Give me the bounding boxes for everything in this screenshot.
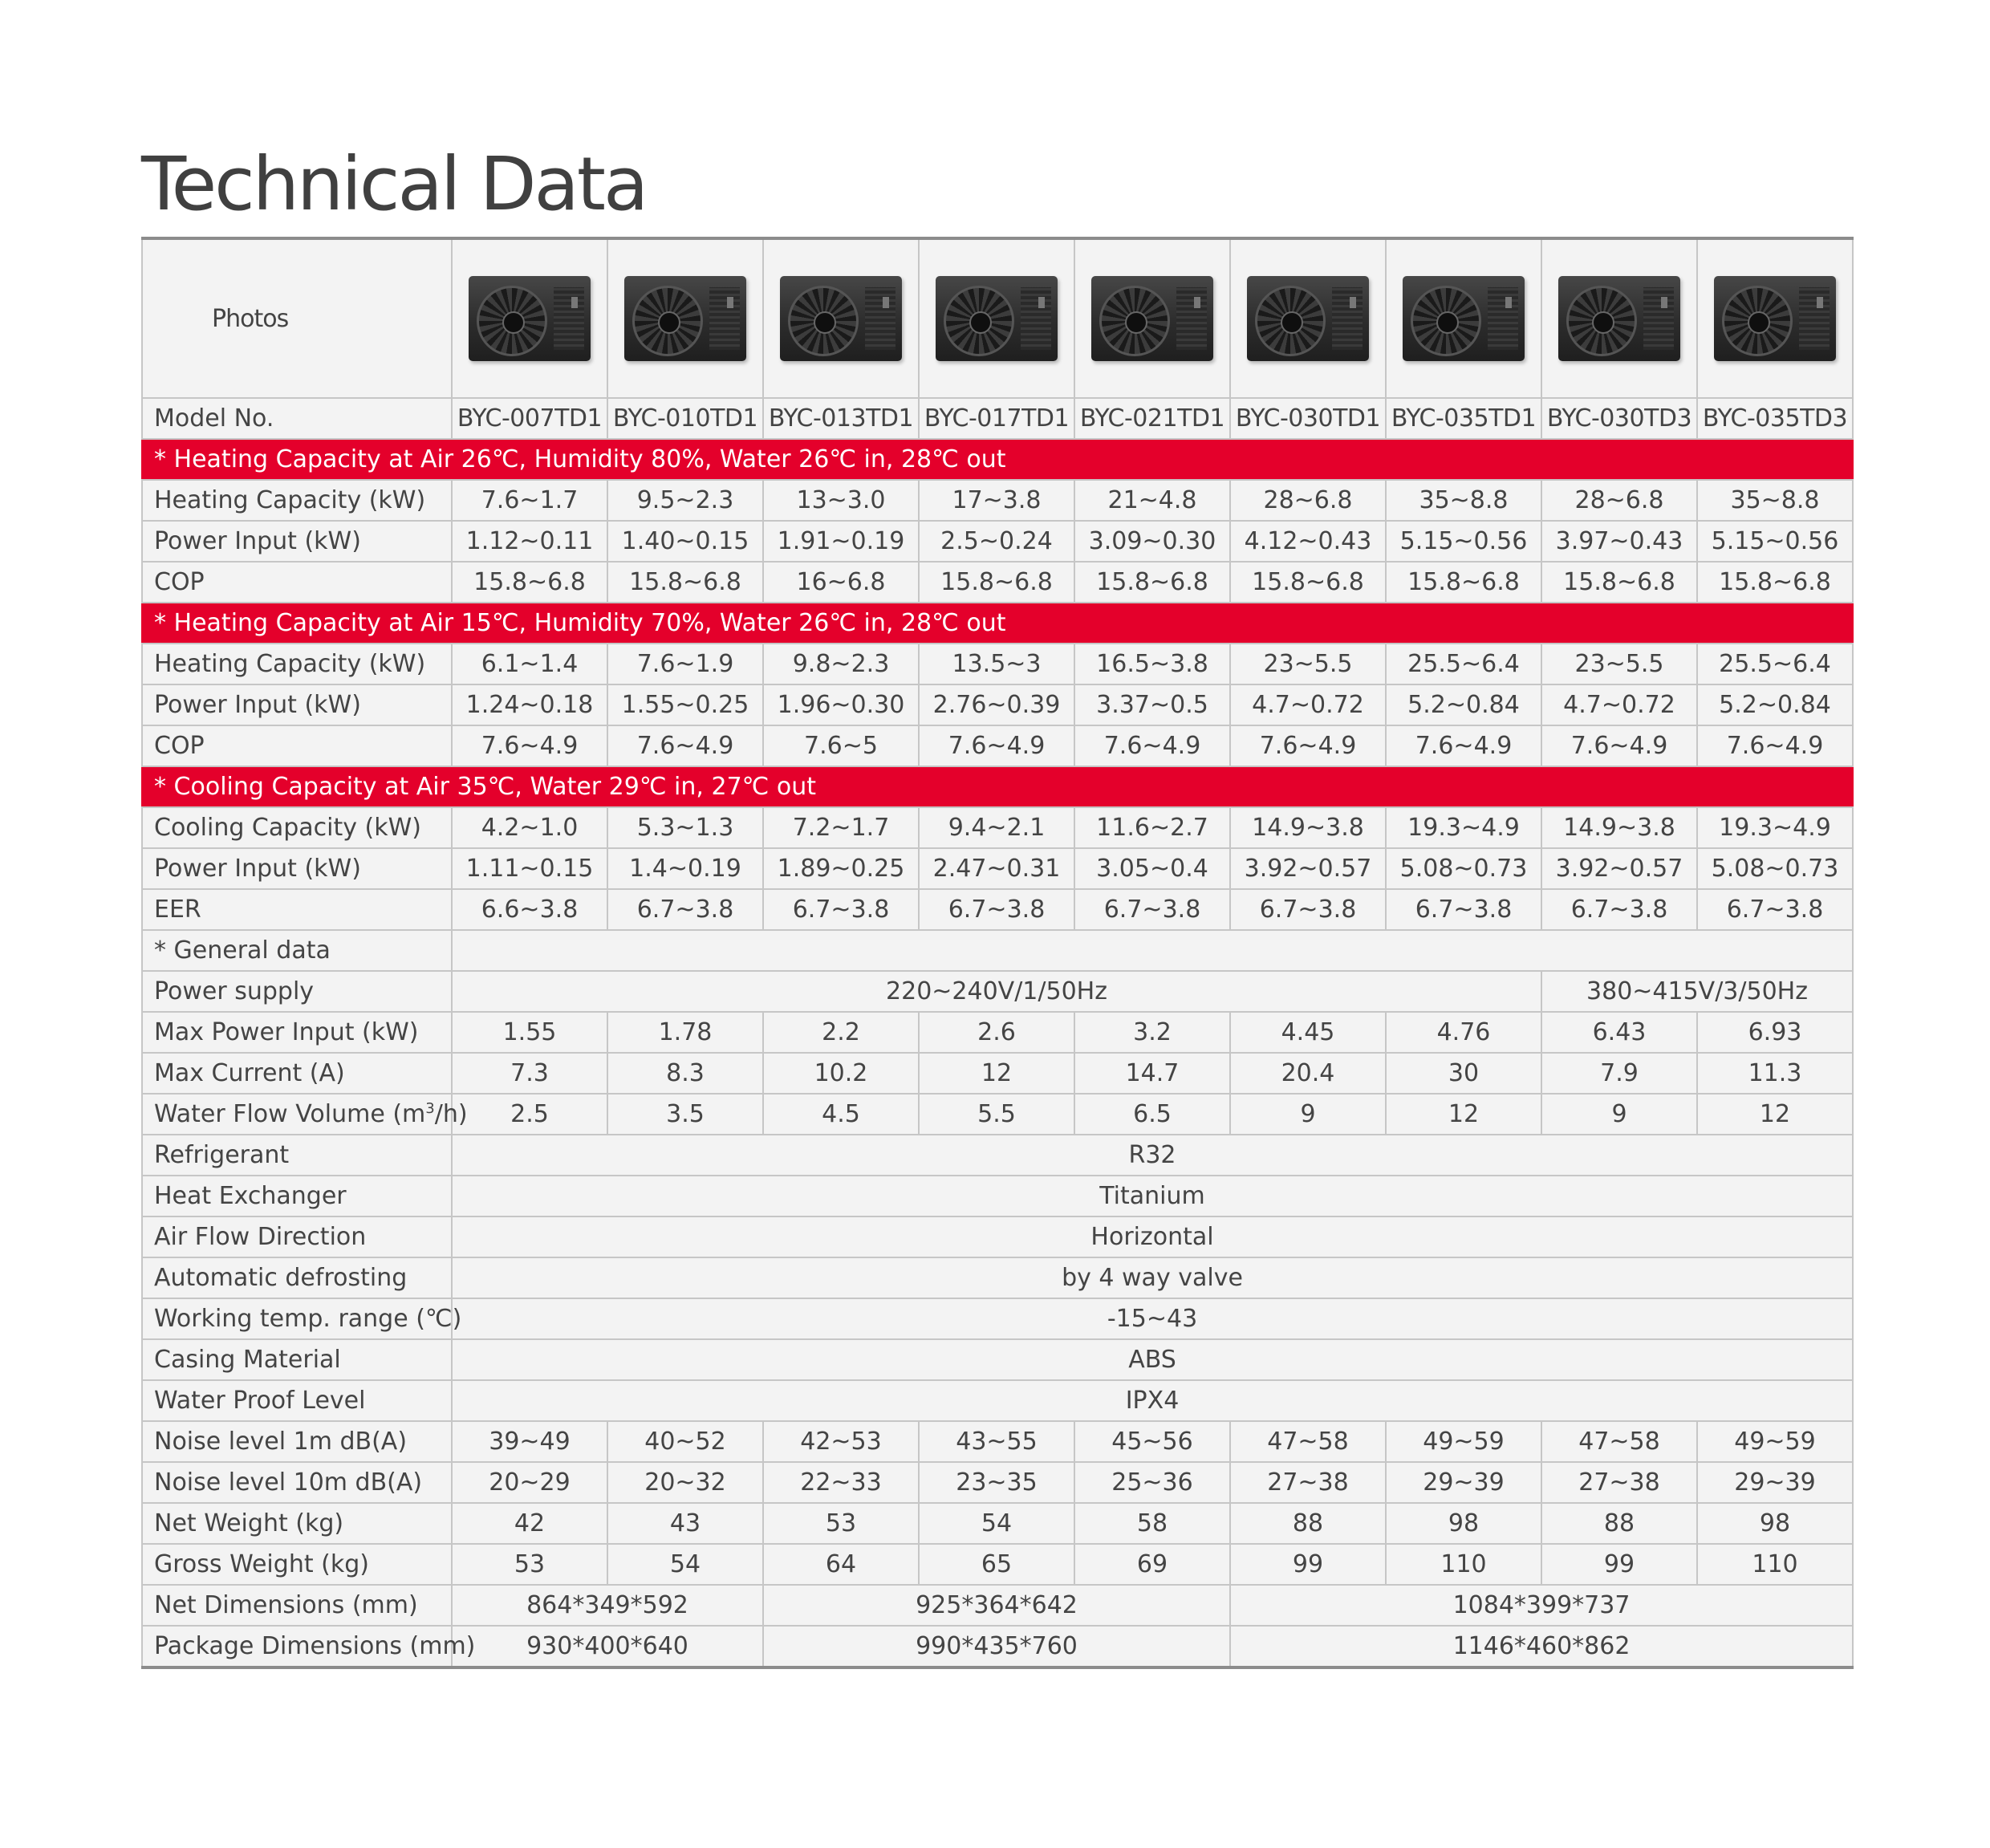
row-label: Heat Exchanger <box>142 1176 452 1216</box>
table-cell: 7.6~1.7 <box>452 480 607 521</box>
table-cell: 380~415V/3/50Hz <box>1541 971 1853 1012</box>
product-photo <box>1230 238 1386 398</box>
table-cell: 4.7~0.72 <box>1230 684 1386 725</box>
table-cell: 8.3 <box>607 1053 763 1094</box>
table-cell: 990*435*760 <box>763 1626 1230 1667</box>
table-cell: 12 <box>1386 1094 1541 1135</box>
table-cell: 15.8~6.8 <box>607 562 763 603</box>
table-cell: 4.7~0.72 <box>1541 684 1697 725</box>
table-cell: 22~33 <box>763 1462 919 1503</box>
technical-data-table <box>141 237 1854 1669</box>
table-cell: 65 <box>919 1544 1074 1585</box>
table-cell: 6.7~3.8 <box>1230 889 1386 930</box>
row-label: Air Flow Direction <box>142 1216 452 1257</box>
section-header <box>142 439 1853 480</box>
table-cell: 11.3 <box>1697 1053 1853 1094</box>
table-cell: 1.96~0.30 <box>763 684 919 725</box>
table-cell: 1.78 <box>607 1012 763 1053</box>
table-cell: 4.12~0.43 <box>1230 521 1386 562</box>
row-label: Noise level 1m dB(A) <box>142 1421 452 1462</box>
table-cell: 5.08~0.73 <box>1386 848 1541 889</box>
table-cell: 1084*399*737 <box>1230 1585 1853 1626</box>
table-row <box>142 971 1853 1012</box>
row-label <box>142 1094 468 1135</box>
product-photo <box>452 238 607 398</box>
table-row <box>142 725 1853 766</box>
model-cell: BYC-017TD1 <box>919 398 1074 439</box>
table-row <box>142 1585 1853 1626</box>
table-cell: 15.8~6.8 <box>1541 562 1697 603</box>
table-cell: 3.92~0.57 <box>1230 848 1386 889</box>
heat-pump-unit-icon <box>469 276 591 361</box>
table-cell: 35~8.8 <box>1697 480 1853 521</box>
table-row <box>142 1421 1853 1462</box>
table-cell: 23~5.5 <box>1230 644 1386 684</box>
table-cell: 42~53 <box>763 1421 919 1462</box>
table-cell: 6.7~3.8 <box>1386 889 1541 930</box>
table-row <box>142 889 1853 930</box>
table-row <box>142 644 1853 684</box>
heat-pump-unit-icon <box>936 276 1058 361</box>
table-cell: 98 <box>1697 1503 1853 1544</box>
product-photo <box>1386 238 1541 398</box>
row-label: EER <box>142 889 452 930</box>
row-label: Max Power Input (kW) <box>142 1012 452 1053</box>
product-photo <box>1541 238 1697 398</box>
model-row <box>142 398 1853 439</box>
table-cell: 98 <box>1386 1503 1541 1544</box>
table-cell: 9.4~2.1 <box>919 807 1074 848</box>
product-photo <box>919 238 1074 398</box>
table-cell: 1.91~0.19 <box>763 521 919 562</box>
table-cell: 3.2 <box>1074 1012 1230 1053</box>
table-cell: R32 <box>452 1135 1853 1176</box>
table-cell: 7.3 <box>452 1053 607 1094</box>
table-cell: 53 <box>452 1544 607 1585</box>
row-label: Automatic defrosting <box>142 1257 452 1298</box>
table-cell: 7.2~1.7 <box>763 807 919 848</box>
table-cell: Titanium <box>452 1176 1853 1216</box>
table-cell: 6.7~3.8 <box>1074 889 1230 930</box>
table-cell: 20~32 <box>607 1462 763 1503</box>
table-cell: 20.4 <box>1230 1053 1386 1094</box>
table-cell: 54 <box>919 1503 1074 1544</box>
row-label: Power Input (kW) <box>142 848 452 889</box>
table-cell: 5.15~0.56 <box>1697 521 1853 562</box>
table-cell: 6.5 <box>1074 1094 1230 1135</box>
heat-pump-unit-icon <box>1714 276 1836 361</box>
row-label: Power supply <box>142 971 452 1012</box>
table-cell: 9.5~2.3 <box>607 480 763 521</box>
table-cell: 220~240V/1/50Hz <box>452 971 1541 1012</box>
table-cell: 14.9~3.8 <box>1230 807 1386 848</box>
row-label: Power Input (kW) <box>142 684 452 725</box>
table-cell: 6.7~3.8 <box>1697 889 1853 930</box>
table-row <box>142 521 1853 562</box>
table-cell: 43~55 <box>919 1421 1074 1462</box>
heat-pump-unit-icon <box>1091 276 1213 361</box>
table-cell: ABS <box>452 1339 1853 1380</box>
table-cell: 7.6~4.9 <box>452 725 607 766</box>
table-cell: 6.7~3.8 <box>1541 889 1697 930</box>
table-row <box>142 562 1853 603</box>
table-cell: 1.89~0.25 <box>763 848 919 889</box>
table-row <box>142 1298 1853 1339</box>
table-cell: 3.92~0.57 <box>1541 848 1697 889</box>
table-cell: 5.08~0.73 <box>1697 848 1853 889</box>
table-cell: 15.8~6.8 <box>1230 562 1386 603</box>
table-cell: 5.3~1.3 <box>607 807 763 848</box>
table-cell: 16~6.8 <box>763 562 919 603</box>
table-cell: -15~43 <box>452 1298 1853 1339</box>
section-header <box>142 766 1853 807</box>
table-cell: 49~59 <box>1386 1421 1541 1462</box>
table-row <box>142 1176 1853 1216</box>
table-cell: 9 <box>1541 1094 1697 1135</box>
model-cell: BYC-013TD1 <box>763 398 919 439</box>
table-cell: 14.9~3.8 <box>1541 807 1697 848</box>
table-cell: 13.5~3 <box>919 644 1074 684</box>
row-label: COP <box>142 725 452 766</box>
heat-pump-unit-icon <box>1247 276 1369 361</box>
table-cell: 6.1~1.4 <box>452 644 607 684</box>
product-photo <box>1074 238 1230 398</box>
product-photo <box>1697 238 1853 398</box>
heat-pump-unit-icon <box>624 276 746 361</box>
table-cell: 49~59 <box>1697 1421 1853 1462</box>
table-cell: IPX4 <box>452 1380 1853 1421</box>
table-cell: 15.8~6.8 <box>919 562 1074 603</box>
table-cell: 9.8~2.3 <box>763 644 919 684</box>
heat-pump-unit-icon <box>1558 276 1680 361</box>
table-cell: 21~4.8 <box>1074 480 1230 521</box>
photos-label: Photos <box>142 238 452 398</box>
table-cell: 5.15~0.56 <box>1386 521 1541 562</box>
row-label: Net Weight (kg) <box>142 1503 452 1544</box>
table-cell: 13~3.0 <box>763 480 919 521</box>
table-row <box>142 930 1853 971</box>
row-label: Net Dimensions (mm) <box>142 1585 452 1626</box>
table-cell: 7.6~4.9 <box>1541 725 1697 766</box>
row-label: Max Current (A) <box>142 1053 452 1094</box>
table-cell: 25.5~6.4 <box>1697 644 1853 684</box>
table-cell: 25~36 <box>1074 1462 1230 1503</box>
photos-row <box>142 238 1853 398</box>
table-cell: 23~5.5 <box>1541 644 1697 684</box>
section-heating-15: * Heating Capacity at Air 15℃, Humidity 70%, Water 26℃ in, 28℃ out <box>142 603 1853 644</box>
table-row <box>142 1216 1853 1257</box>
table-cell: 1.55~0.25 <box>607 684 763 725</box>
table-cell: 15.8~6.8 <box>1697 562 1853 603</box>
row-label: Gross Weight (kg) <box>142 1544 452 1585</box>
table-cell: 12 <box>919 1053 1074 1094</box>
table-row <box>142 807 1853 848</box>
table-cell: 7.6~1.9 <box>607 644 763 684</box>
table-cell: 930*400*640 <box>452 1626 763 1667</box>
row-label: Model No. <box>142 398 452 439</box>
table-cell: 7.6~4.9 <box>919 725 1074 766</box>
table-cell: 16.5~3.8 <box>1074 644 1230 684</box>
table-cell: 58 <box>1074 1503 1230 1544</box>
row-label: Casing Material <box>142 1339 452 1380</box>
table-cell: 2.76~0.39 <box>919 684 1074 725</box>
model-cell: BYC-030TD3 <box>1541 398 1697 439</box>
table-cell: 1.24~0.18 <box>452 684 607 725</box>
table-cell: 88 <box>1541 1503 1697 1544</box>
table-cell <box>452 930 1853 971</box>
table-cell: 35~8.8 <box>1386 480 1541 521</box>
table-cell: 7.6~4.9 <box>607 725 763 766</box>
table-cell: 3.37~0.5 <box>1074 684 1230 725</box>
row-label: Heating Capacity (kW) <box>142 480 452 521</box>
table-cell: 4.2~1.0 <box>452 807 607 848</box>
table-cell: 1.12~0.11 <box>452 521 607 562</box>
table-cell: 40~52 <box>607 1421 763 1462</box>
table-row <box>142 1544 1853 1585</box>
superscript: 3 <box>425 1100 435 1117</box>
table-cell: 54 <box>607 1544 763 1585</box>
table-cell: 2.6 <box>919 1012 1074 1053</box>
table-cell: 2.2 <box>763 1012 919 1053</box>
table-cell: 99 <box>1541 1544 1697 1585</box>
row-label: Noise level 10m dB(A) <box>142 1462 452 1503</box>
table-cell: 19.3~4.9 <box>1697 807 1853 848</box>
table-cell: 2.5~0.24 <box>919 521 1074 562</box>
table-row <box>142 1380 1853 1421</box>
table-cell: 25.5~6.4 <box>1386 644 1541 684</box>
table-cell: 30 <box>1386 1053 1541 1094</box>
table-cell: 4.5 <box>763 1094 919 1135</box>
model-cell: BYC-035TD3 <box>1697 398 1853 439</box>
product-photo <box>763 238 919 398</box>
row-label: Cooling Capacity (kW) <box>142 807 452 848</box>
table-cell: 1.11~0.15 <box>452 848 607 889</box>
table-cell: 43 <box>607 1503 763 1544</box>
model-cell: BYC-007TD1 <box>452 398 607 439</box>
table-cell: 47~58 <box>1230 1421 1386 1462</box>
row-label: Working temp. range (℃) <box>142 1298 452 1339</box>
model-cell: BYC-010TD1 <box>607 398 763 439</box>
table-row <box>142 1626 1853 1667</box>
model-cell: BYC-035TD1 <box>1386 398 1541 439</box>
row-label: Water Proof Level <box>142 1380 452 1421</box>
table-cell: 15.8~6.8 <box>1074 562 1230 603</box>
table-cell: 53 <box>763 1503 919 1544</box>
section-header <box>142 603 1853 644</box>
table-cell: 2.47~0.31 <box>919 848 1074 889</box>
table-cell: 9 <box>1230 1094 1386 1135</box>
table-row <box>142 1053 1853 1094</box>
table-cell: 19.3~4.9 <box>1386 807 1541 848</box>
table-cell: 7.6~4.9 <box>1230 725 1386 766</box>
table-cell: Horizontal <box>452 1216 1853 1257</box>
table-cell: 15.8~6.8 <box>452 562 607 603</box>
table-cell: 6.7~3.8 <box>607 889 763 930</box>
table-cell: by 4 way valve <box>452 1257 1853 1298</box>
table-cell: 925*364*642 <box>763 1585 1230 1626</box>
table-cell: 3.05~0.4 <box>1074 848 1230 889</box>
table-cell: 6.7~3.8 <box>763 889 919 930</box>
table-cell: 45~56 <box>1074 1421 1230 1462</box>
table-row <box>142 480 1853 521</box>
table-row <box>142 1503 1853 1544</box>
table-cell: 3.5 <box>607 1094 763 1135</box>
row-label-text: /h) <box>434 1100 468 1128</box>
table-cell: 7.9 <box>1541 1053 1697 1094</box>
table-cell: 110 <box>1697 1544 1853 1585</box>
table-cell: 1.40~0.15 <box>607 521 763 562</box>
table-cell: 28~6.8 <box>1541 480 1697 521</box>
table-cell: 6.93 <box>1697 1012 1853 1053</box>
table-row <box>142 684 1853 725</box>
table-cell: 10.2 <box>763 1053 919 1094</box>
table-cell: 42 <box>452 1503 607 1544</box>
table-cell: 4.45 <box>1230 1012 1386 1053</box>
table-cell: 2.5 <box>452 1094 607 1135</box>
row-label: Package Dimensions (mm) <box>142 1626 452 1667</box>
table-cell: 110 <box>1386 1544 1541 1585</box>
table-cell: 1.55 <box>452 1012 607 1053</box>
table-row <box>142 1094 1853 1135</box>
table-cell: 7.6~5 <box>763 725 919 766</box>
model-cell: BYC-021TD1 <box>1074 398 1230 439</box>
table-cell: 69 <box>1074 1544 1230 1585</box>
row-label-text: Water Flow Volume (m <box>154 1100 426 1128</box>
table-cell: 14.7 <box>1074 1053 1230 1094</box>
table-cell: 1146*460*862 <box>1230 1626 1853 1667</box>
table-cell: 17~3.8 <box>919 480 1074 521</box>
table-cell: 1.4~0.19 <box>607 848 763 889</box>
table-cell: 99 <box>1230 1544 1386 1585</box>
table-cell: 88 <box>1230 1503 1386 1544</box>
heat-pump-unit-icon <box>1403 276 1525 361</box>
table-cell: 6.43 <box>1541 1012 1697 1053</box>
table-row <box>142 1257 1853 1298</box>
section-cooling-35: * Cooling Capacity at Air 35℃, Water 29℃ in, 27℃ out <box>142 766 1853 807</box>
table-cell: 6.7~3.8 <box>919 889 1074 930</box>
table-cell: 3.09~0.30 <box>1074 521 1230 562</box>
row-label: Refrigerant <box>142 1135 452 1176</box>
table-cell: 20~29 <box>452 1462 607 1503</box>
section-heating-26: * Heating Capacity at Air 26℃, Humidity 80%, Water 26℃ in, 28℃ out <box>142 439 1853 480</box>
table-cell: 29~39 <box>1697 1462 1853 1503</box>
page-title: Technical Data <box>141 141 647 227</box>
row-label: Heating Capacity (kW) <box>142 644 452 684</box>
table-cell: 5.2~0.84 <box>1697 684 1853 725</box>
table-cell: 864*349*592 <box>452 1585 763 1626</box>
table-cell: 47~58 <box>1541 1421 1697 1462</box>
heat-pump-unit-icon <box>780 276 902 361</box>
table-cell: 6.6~3.8 <box>452 889 607 930</box>
row-label: Power Input (kW) <box>142 521 452 562</box>
model-cell: BYC-030TD1 <box>1230 398 1386 439</box>
table-cell: 7.6~4.9 <box>1074 725 1230 766</box>
table-cell: 3.97~0.43 <box>1541 521 1697 562</box>
table-cell: 15.8~6.8 <box>1386 562 1541 603</box>
table-cell: 64 <box>763 1544 919 1585</box>
table-cell: 12 <box>1697 1094 1853 1135</box>
table-row <box>142 1462 1853 1503</box>
product-photo <box>607 238 763 398</box>
table-cell: 39~49 <box>452 1421 607 1462</box>
table-cell: 7.6~4.9 <box>1697 725 1853 766</box>
table-cell: 29~39 <box>1386 1462 1541 1503</box>
table-cell: 7.6~4.9 <box>1386 725 1541 766</box>
table-row <box>142 1135 1853 1176</box>
table-cell: 23~35 <box>919 1462 1074 1503</box>
row-label: COP <box>142 562 452 603</box>
table-row <box>142 1339 1853 1380</box>
table-cell: 5.5 <box>919 1094 1074 1135</box>
table-cell: 28~6.8 <box>1230 480 1386 521</box>
table-cell: 11.6~2.7 <box>1074 807 1230 848</box>
table-row <box>142 1012 1853 1053</box>
table-cell: 4.76 <box>1386 1012 1541 1053</box>
general-data-label: * General data <box>142 930 452 971</box>
table-row <box>142 848 1853 889</box>
table-cell: 27~38 <box>1230 1462 1386 1503</box>
table-cell: 27~38 <box>1541 1462 1697 1503</box>
table-cell: 5.2~0.84 <box>1386 684 1541 725</box>
